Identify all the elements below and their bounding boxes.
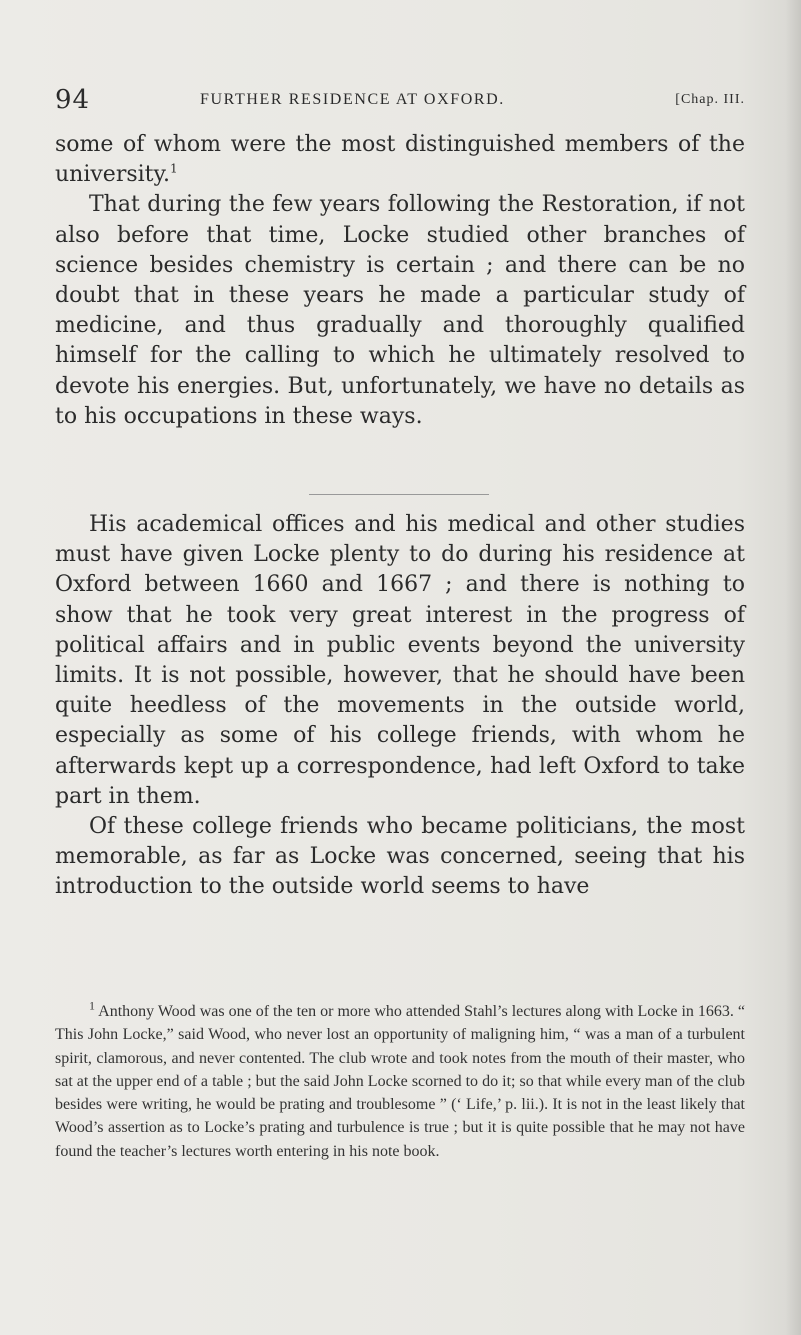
paragraph-restoration: That during the few years following the Restoration, if not also before that time, Locke studied other branches of science besides chemistry is certain ; and there can be no doubt that in these years he made a particular study of medicine, and thus gradually and thoroughly qualified himself for the calling to which he ultimately resolved to devote his energies. But, unfortunately, we have no details as to his occupations in these ways.	[55, 192, 745, 429]
section-divider	[309, 494, 489, 495]
paragraph-continuation-text: some of whom were the most distinguished members of the university.	[55, 132, 745, 188]
page-edge-shadow	[785, 0, 801, 1335]
paragraph-academical-offices: His academical offices and his medical and other studies must have given Locke plenty to do during his residence at Oxford between 1660 and 1667 ; and there is nothing to show that he took very great interest in the progress of political affairs and in public events beyond the university limits. It is not possible, however, that he should have been quite heedless of the movements in the outside world, especially as some of his college friends, with whom he afterwards kept up a correspondence, had left Oxford to take part in them.	[55, 512, 745, 809]
footnote	[55, 1000, 745, 1163]
chapter-marker: [Chap. III.	[675, 92, 745, 107]
page-header	[55, 80, 745, 120]
paragraph-college-friends: Of these college friends who became politicians, the most memorable, as far as Locke was concerned, seeing that his introduction to the outside world seems to have	[55, 814, 745, 900]
footnote-text: Anthony Wood was one of the ten or more who attended Stahl’s lectures along with Locke in 1663. “ This John Locke,” said Wood, who never lost an opportunity of maligning him, “ was a man of a turbulent spirit, clamorous, and never contented. The club wrote and took notes from the mouth of their master, who sat at the upper end of a table ; but the said John Locke scorned to do it; so that while every man of the club besides were writing, he would be prating and troublesome ” (‘ Life,’ p. lii.). It is not in the least likely that Wood’s assertion as to Locke’s prating and turbulence is true ; but it is quite possible that he may not have found the teacher’s lectures worth entering in his note book.	[55, 1003, 746, 1160]
footnote-reference: 1	[170, 161, 178, 176]
running-title: FURTHER RESIDENCE AT OXFORD.	[200, 91, 505, 108]
main-text-continued	[55, 510, 745, 903]
main-text	[55, 130, 745, 432]
page-number: 94	[55, 85, 91, 115]
footnote-marker: 1	[89, 998, 95, 1013]
paragraph-continuation	[55, 130, 745, 190]
